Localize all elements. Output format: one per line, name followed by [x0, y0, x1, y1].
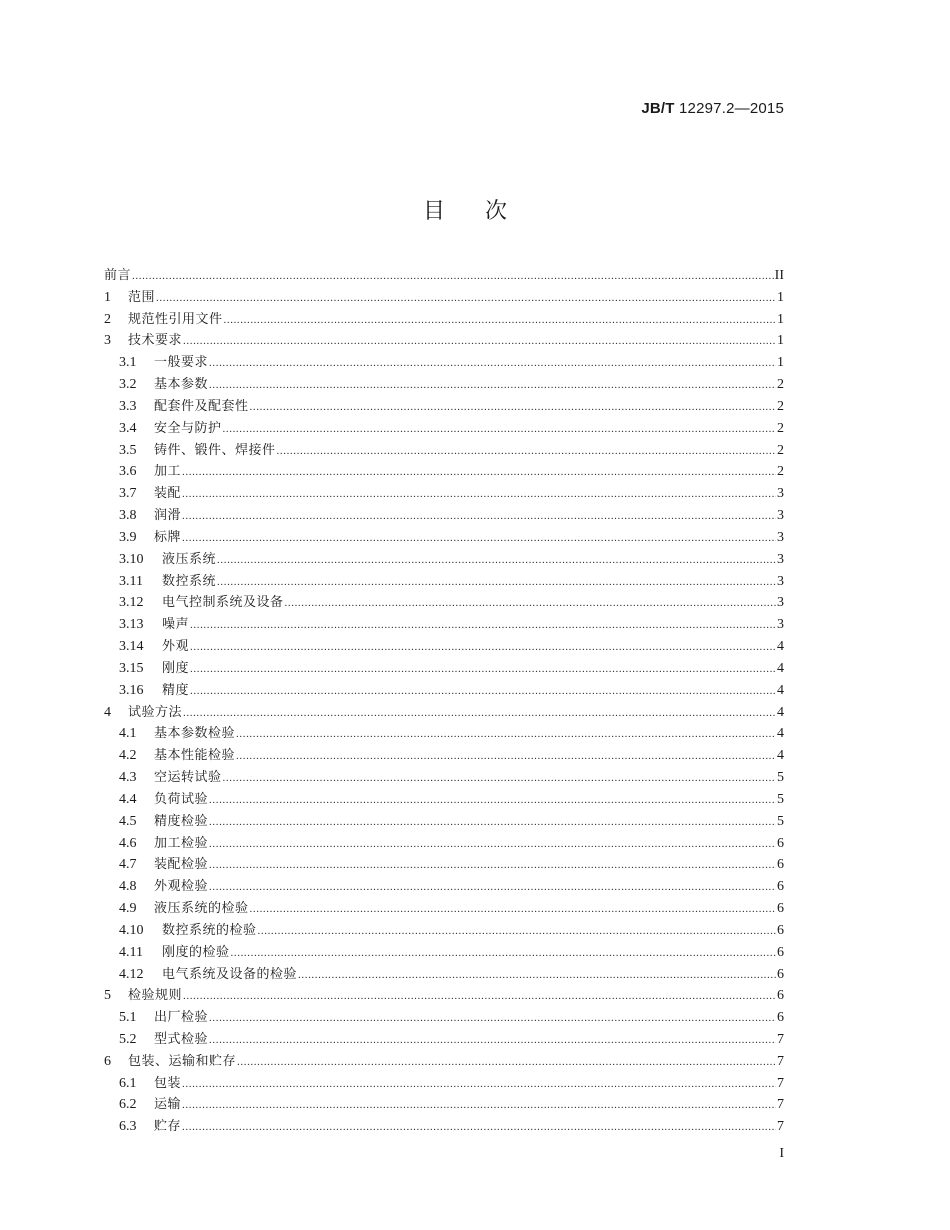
toc-entry-number: 4.6 [119, 835, 137, 851]
dot-leader [209, 1008, 776, 1030]
standard-number: 12297.2—2015 [679, 100, 784, 117]
toc-entry[interactable] [104, 1051, 784, 1073]
toc-entry-label: 安全与防护 [154, 420, 222, 436]
toc-entry[interactable] [104, 964, 784, 986]
toc-entry-page: 2 [777, 442, 784, 458]
toc-entry-number: 4.3 [119, 770, 137, 786]
dot-leader [236, 746, 776, 768]
toc-entry-page: 3 [777, 573, 784, 589]
toc-entry-label: 刚度的检验 [162, 944, 230, 960]
dot-leader [250, 899, 776, 921]
dot-leader [209, 812, 776, 834]
toc-entry-number: 3.13 [119, 617, 144, 633]
toc-entry-label: 技术要求 [128, 333, 183, 349]
toc-entry-number: 4.9 [119, 901, 137, 917]
dot-leader [277, 441, 776, 463]
toc-entry-label: 基本参数检验 [154, 726, 236, 742]
toc-entry[interactable] [104, 702, 784, 724]
dot-leader [209, 790, 776, 812]
toc-entry[interactable] [104, 440, 784, 462]
toc-entry-page: 4 [777, 704, 784, 720]
toc-entry-label: 铸件、锻件、焊接件 [154, 442, 276, 458]
toc-entry-page: 6 [777, 988, 784, 1004]
toc-entry-number: 4.12 [119, 966, 144, 982]
toc-entry-page: 5 [777, 813, 784, 829]
toc-entry-label: 包装、运输和贮存 [128, 1053, 237, 1069]
toc-entry-number: 3.9 [119, 529, 137, 545]
toc-entry-number: 3.3 [119, 398, 137, 414]
toc-entry[interactable] [104, 658, 784, 680]
toc-entry[interactable] [104, 833, 784, 855]
toc-entry-page: 4 [777, 682, 784, 698]
toc-entry-page: 7 [777, 1031, 784, 1047]
dot-leader [183, 986, 776, 1008]
toc-entry-label: 检验规则 [128, 988, 183, 1004]
page-title: 目次 [422, 199, 547, 224]
toc-entry[interactable] [104, 527, 784, 549]
toc-entry-page: 4 [777, 726, 784, 742]
dot-leader [182, 484, 776, 506]
dot-leader [156, 288, 776, 310]
toc-entry-number: 6.3 [119, 1119, 137, 1135]
toc-entry[interactable] [104, 396, 784, 418]
toc-entry-number: 5 [104, 988, 111, 1004]
toc-entry[interactable] [104, 767, 784, 789]
toc-entry-page: 6 [777, 835, 784, 851]
toc-entry[interactable] [104, 483, 784, 505]
toc-entry-label: 试验方法 [128, 704, 183, 720]
toc-entry-page: 6 [777, 901, 784, 917]
toc-entry[interactable] [104, 287, 784, 309]
toc-entry-label: 装配 [154, 486, 182, 502]
toc-entry-page: 7 [777, 1119, 784, 1135]
dot-leader [182, 528, 776, 550]
dot-leader [237, 1052, 776, 1074]
toc-entry-label: 标牌 [154, 529, 182, 545]
toc-entry-page: II [774, 268, 784, 283]
dot-leader [183, 703, 776, 725]
dot-leader [209, 834, 776, 856]
toc-entry-page: 5 [777, 770, 784, 786]
toc-entry[interactable] [104, 898, 784, 920]
toc-entry-label: 液压系统的检验 [154, 901, 249, 917]
toc-entry-page: 6 [777, 922, 784, 938]
toc-entry-page: 6 [777, 857, 784, 873]
toc-entry-number: 3.7 [119, 486, 137, 502]
toc-entry-page: 7 [777, 1097, 784, 1113]
toc-entry[interactable] [104, 876, 784, 898]
toc-entry-page: 6 [777, 879, 784, 895]
toc-entry-label: 规范性引用文件 [128, 311, 223, 327]
dot-leader [217, 550, 776, 572]
toc-entry[interactable] [104, 265, 784, 287]
dot-leader [223, 768, 776, 790]
dot-leader [231, 943, 776, 965]
toc-entry[interactable] [104, 352, 784, 374]
toc-entry-label: 出厂检验 [154, 1010, 209, 1026]
dot-leader [182, 1095, 776, 1117]
toc-entry-number: 3.10 [119, 551, 144, 567]
toc-entry-number: 3.14 [119, 639, 144, 655]
toc-entry-page: 1 [777, 333, 784, 349]
toc-entry-page: 1 [777, 289, 784, 305]
dot-leader [190, 615, 776, 637]
toc-entry[interactable] [104, 571, 784, 593]
toc-entry-label: 电气系统及设备的检验 [162, 966, 298, 982]
toc-entry[interactable] [104, 505, 784, 527]
toc-entry-label: 运输 [154, 1097, 182, 1113]
dot-leader [190, 637, 776, 659]
toc-entry[interactable] [104, 680, 784, 702]
toc-entry-page: 2 [777, 464, 784, 480]
toc-entry-page: 3 [777, 595, 784, 611]
toc-entry-label: 贮存 [154, 1119, 182, 1135]
toc-entry[interactable] [104, 461, 784, 483]
toc-entry[interactable] [104, 745, 784, 767]
toc-entry-page: 6 [777, 944, 784, 960]
toc-entry-label: 液压系统 [162, 551, 217, 567]
dot-leader [298, 965, 776, 987]
toc-entry-label: 电气控制系统及设备 [162, 595, 284, 611]
toc-entry-page: 3 [777, 486, 784, 502]
toc-entry[interactable] [104, 942, 784, 964]
toc-entry-page: 3 [777, 617, 784, 633]
dot-leader [236, 724, 776, 746]
dot-leader [183, 331, 776, 353]
toc-entry[interactable] [104, 636, 784, 658]
toc-entry-number: 6.1 [119, 1075, 137, 1091]
toc-entry-page: 1 [777, 311, 784, 327]
toc-entry-number: 4 [104, 704, 111, 720]
toc-entry-label: 一般要求 [154, 355, 209, 371]
toc-entry-number: 3.4 [119, 420, 137, 436]
dot-leader [182, 1117, 776, 1139]
toc-entry[interactable] [104, 1116, 784, 1138]
toc-entry-number: 2 [104, 311, 111, 327]
toc-entry-page: 3 [777, 508, 784, 524]
toc-entry-page: 3 [777, 529, 784, 545]
toc-entry-label: 装配检验 [154, 857, 209, 873]
toc-entry-label: 数控系统的检验 [162, 922, 257, 938]
toc-entry[interactable] [104, 614, 784, 636]
dot-leader [209, 1030, 776, 1052]
toc-entry-label: 加工 [154, 464, 182, 480]
toc-entry-number: 3.1 [119, 355, 137, 371]
dot-leader [209, 375, 776, 397]
toc-entry-number: 5.2 [119, 1031, 137, 1047]
toc-entry[interactable] [104, 985, 784, 1007]
toc-entry-label: 范围 [128, 289, 156, 305]
dot-leader [132, 266, 774, 288]
toc-entry[interactable] [104, 592, 784, 614]
dot-leader [182, 506, 776, 528]
toc-entry-page: 4 [777, 660, 784, 676]
dot-leader [182, 462, 776, 484]
toc-entry-page: 5 [777, 791, 784, 807]
table-of-contents [104, 265, 784, 1138]
toc-entry-number: 1 [104, 289, 111, 305]
toc-entry[interactable] [104, 854, 784, 876]
toc-entry-page: 4 [777, 748, 784, 764]
toc-entry[interactable] [104, 811, 784, 833]
toc-entry-number: 3.5 [119, 442, 137, 458]
toc-entry-label: 精度 [162, 682, 190, 698]
toc-entry-page: 2 [777, 398, 784, 414]
toc-entry-label: 负荷试验 [154, 791, 209, 807]
toc-entry-number: 4.7 [119, 857, 137, 873]
dot-leader [250, 397, 776, 419]
toc-entry-number: 3.12 [119, 595, 144, 611]
toc-entry-number: 4.10 [119, 922, 144, 938]
toc-entry-label: 基本性能检验 [154, 748, 236, 764]
toc-entry-label: 刚度 [162, 660, 190, 676]
standard-prefix: JB/T [641, 100, 675, 117]
toc-entry-page: 6 [777, 966, 784, 982]
toc-entry-label: 外观检验 [154, 879, 209, 895]
toc-entry-page: 7 [777, 1053, 784, 1069]
toc-entry-number: 4.11 [119, 944, 143, 960]
dot-leader [209, 353, 776, 375]
toc-entry-number: 3.11 [119, 573, 143, 589]
toc-entry-label: 前言 [104, 268, 132, 283]
toc-entry-label: 数控系统 [162, 573, 217, 589]
toc-entry-label: 包装 [154, 1075, 182, 1091]
toc-entry-number: 4.5 [119, 813, 137, 829]
toc-entry-number: 4.1 [119, 726, 137, 742]
page-number: I [779, 1146, 784, 1161]
toc-entry-number: 4.2 [119, 748, 137, 764]
toc-entry-label: 加工检验 [154, 835, 209, 851]
dot-leader [223, 419, 776, 441]
toc-entry[interactable] [104, 374, 784, 396]
toc-entry[interactable] [104, 309, 784, 331]
toc-entry-number: 3.16 [119, 682, 144, 698]
toc-entry-number: 3 [104, 333, 111, 349]
toc-entry[interactable] [104, 1094, 784, 1116]
toc-entry[interactable] [104, 549, 784, 571]
dot-leader [217, 572, 776, 594]
toc-entry-number: 3.2 [119, 377, 137, 393]
toc-entry-number: 3.8 [119, 508, 137, 524]
toc-entry-label: 外观 [162, 639, 190, 655]
toc-entry-label: 润滑 [154, 508, 182, 524]
toc-entry-number: 6.2 [119, 1097, 137, 1113]
dot-leader [224, 310, 776, 332]
toc-entry-page: 7 [777, 1075, 784, 1091]
standard-code [641, 100, 784, 117]
toc-entry[interactable] [104, 1073, 784, 1095]
toc-entry[interactable] [104, 418, 784, 440]
dot-leader [258, 921, 776, 943]
toc-entry-number: 3.6 [119, 464, 137, 480]
toc-entry-page: 4 [777, 639, 784, 655]
toc-entry-page: 1 [777, 355, 784, 371]
dot-leader [182, 1074, 776, 1096]
toc-entry-label: 配套件及配套性 [154, 398, 249, 414]
toc-entry-page: 2 [777, 420, 784, 436]
dot-leader [285, 593, 776, 615]
toc-entry-label: 精度检验 [154, 813, 209, 829]
toc-entry[interactable] [104, 920, 784, 942]
toc-entry-page: 6 [777, 1010, 784, 1026]
toc-entry-number: 3.15 [119, 660, 144, 676]
toc-entry-number: 5.1 [119, 1010, 137, 1026]
toc-entry[interactable] [104, 1029, 784, 1051]
toc-entry-label: 噪声 [162, 617, 190, 633]
toc-entry-label: 基本参数 [154, 377, 209, 393]
toc-entry-label: 型式检验 [154, 1031, 209, 1047]
toc-entry[interactable] [104, 723, 784, 745]
dot-leader [190, 659, 776, 681]
dot-leader [190, 681, 776, 703]
dot-leader [209, 877, 776, 899]
toc-entry-page: 3 [777, 551, 784, 567]
toc-entry[interactable] [104, 330, 784, 352]
dot-leader [209, 855, 776, 877]
toc-entry[interactable] [104, 789, 784, 811]
toc-entry-page: 2 [777, 377, 784, 393]
toc-entry-number: 6 [104, 1053, 111, 1069]
toc-entry-number: 4.4 [119, 791, 137, 807]
toc-entry-number: 4.8 [119, 879, 137, 895]
toc-entry[interactable] [104, 1007, 784, 1029]
toc-entry-label: 空运转试验 [154, 770, 222, 786]
